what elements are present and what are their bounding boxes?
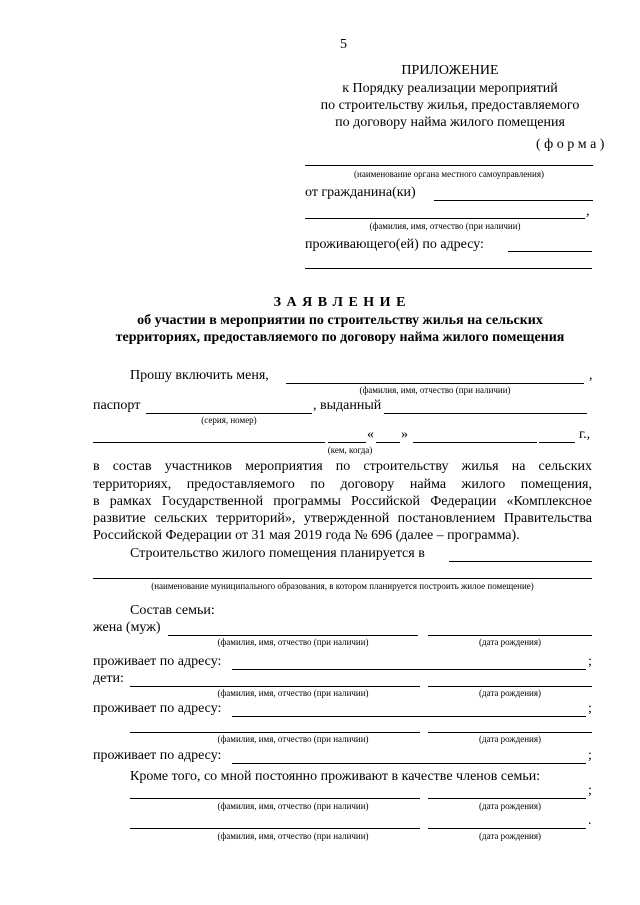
- passport-series-caption: (серия, номер): [201, 415, 257, 425]
- spouse-address-label: проживает по адресу:: [93, 654, 222, 669]
- residing-address-line-2[interactable]: [305, 268, 592, 269]
- citizen-name-comma: ,: [586, 204, 590, 219]
- issued-by-label: , выданный: [313, 398, 382, 413]
- citizen-name-line-1[interactable]: [434, 200, 593, 201]
- form-label: ( ф о р м а ): [536, 137, 605, 152]
- paragraph-line-5: Российской Федерации от 31 мая 2019 года № 696 (далее – программа).: [93, 528, 520, 543]
- spouse-name-line[interactable]: [168, 635, 418, 636]
- child-2-birth-line[interactable]: [428, 732, 592, 733]
- residing-address-label: проживающего(ей) по адресу:: [305, 237, 484, 252]
- member-2-fio-caption: (фамилия, имя, отчество (при наличии): [217, 831, 369, 841]
- statement-title: З А Я В Л Е Н И Е: [273, 295, 407, 310]
- from-citizen-label: от гражданина(ки): [305, 185, 416, 200]
- child-2-address-label: проживает по адресу:: [93, 748, 222, 763]
- appendix-line-2: по строительству жилья, предоставляемого: [320, 98, 580, 113]
- child-2-address-semicolon: ;: [588, 748, 592, 763]
- citizen-name-line-2[interactable]: [305, 218, 585, 219]
- applicant-fio-caption: (фамилия, имя, отчество (при наличии): [359, 385, 511, 395]
- passport-label: паспорт: [93, 398, 141, 413]
- member-2-period: .: [588, 813, 592, 828]
- member-1-fio-caption: (фамилия, имя, отчество (при наличии): [217, 801, 369, 811]
- paragraph-line-2: территориях, предоставляемого по договору найма жилого помещения,: [93, 477, 592, 492]
- member-1-name-line[interactable]: [130, 798, 420, 799]
- statement-subtitle-1: об участии в мероприятии по строительству жилья на сельских: [137, 313, 543, 328]
- other-members-label: Кроме того, со мной постоянно проживают в качестве членов семьи:: [130, 769, 541, 784]
- applicant-name-line[interactable]: [286, 383, 584, 384]
- passport-number-line[interactable]: [146, 413, 312, 414]
- spouse-fio-caption: (фамилия, имя, отчество (при наличии): [217, 637, 369, 647]
- child-1-birth-line[interactable]: [428, 686, 592, 687]
- member-1-birth-caption: (дата рождения): [479, 801, 541, 811]
- date-open-quote: «: [367, 427, 374, 442]
- member-2-birth-line[interactable]: [428, 828, 586, 829]
- residing-address-line-1[interactable]: [508, 251, 592, 252]
- member-2-name-line[interactable]: [130, 828, 420, 829]
- paragraph-line-4: развитие сельских территорий», утвержденной постановлением Правительства: [93, 511, 592, 526]
- org-name-line[interactable]: [305, 165, 593, 166]
- spouse-label: жена (муж): [93, 620, 161, 635]
- issue-month-line[interactable]: [413, 442, 537, 443]
- year-suffix: г.,: [579, 427, 591, 442]
- request-comma: ,: [589, 368, 593, 383]
- issued-by-line[interactable]: [384, 413, 587, 414]
- spouse-address-line[interactable]: [232, 669, 586, 670]
- member-2-birth-caption: (дата рождения): [479, 831, 541, 841]
- child-1-fio-caption: (фамилия, имя, отчество (при наличии): [217, 688, 369, 698]
- construction-place-line-1[interactable]: [449, 561, 592, 562]
- issue-year-line[interactable]: [539, 442, 575, 443]
- spouse-address-semicolon: ;: [588, 654, 592, 669]
- construction-label: Строительство жилого помещения планируется в: [130, 546, 425, 561]
- appendix-title: ПРИЛОЖЕНИЕ: [401, 63, 499, 78]
- child-1-address-semicolon: ;: [588, 701, 592, 716]
- statement-subtitle-2: территориях, предоставляемого по договору найма жилого помещения: [115, 330, 565, 345]
- member-1-semicolon: ;: [588, 783, 592, 798]
- appendix-line-3: по договору найма жилого помещения: [335, 115, 565, 130]
- issuer-caption: (кем, когда): [327, 445, 373, 455]
- paragraph-line-3: в рамках Государственной программы Российской Федерации «Комплексное: [93, 494, 592, 509]
- issue-day-line-a[interactable]: [328, 442, 366, 443]
- child-2-name-line[interactable]: [130, 732, 420, 733]
- child-2-birth-caption: (дата рождения): [479, 734, 541, 744]
- child-1-birth-caption: (дата рождения): [479, 688, 541, 698]
- appendix-line-1: к Порядку реализации мероприятий: [342, 81, 558, 96]
- paragraph-line-1: в состав участников мероприятия по строительству жилья на сельских: [93, 459, 592, 474]
- citizen-fio-caption: (фамилия, имя, отчество (при наличии): [369, 221, 521, 231]
- spouse-birth-line[interactable]: [428, 635, 592, 636]
- child-2-address-line[interactable]: [232, 763, 586, 764]
- date-close-quote: »: [401, 427, 408, 442]
- child-2-fio-caption: (фамилия, имя, отчество (при наличии): [217, 734, 369, 744]
- spouse-birth-caption: (дата рождения): [479, 637, 541, 647]
- child-1-address-label: проживает по адресу:: [93, 701, 222, 716]
- child-1-address-line[interactable]: [232, 716, 586, 717]
- org-name-caption: (наименование органа местного самоуправления): [354, 169, 544, 179]
- request-label: Прошу включить меня,: [130, 368, 269, 383]
- construction-place-line-2[interactable]: [93, 578, 592, 579]
- children-label: дети:: [93, 671, 124, 686]
- issue-day-line[interactable]: [376, 442, 400, 443]
- issuer-line[interactable]: [93, 442, 325, 443]
- page-number: 5: [340, 37, 347, 52]
- member-1-birth-line[interactable]: [428, 798, 586, 799]
- family-title: Состав семьи:: [130, 603, 215, 618]
- child-1-name-line[interactable]: [130, 686, 420, 687]
- municipality-caption: (наименование муниципального образования, в котором планируется построить жилое помещение): [151, 581, 534, 591]
